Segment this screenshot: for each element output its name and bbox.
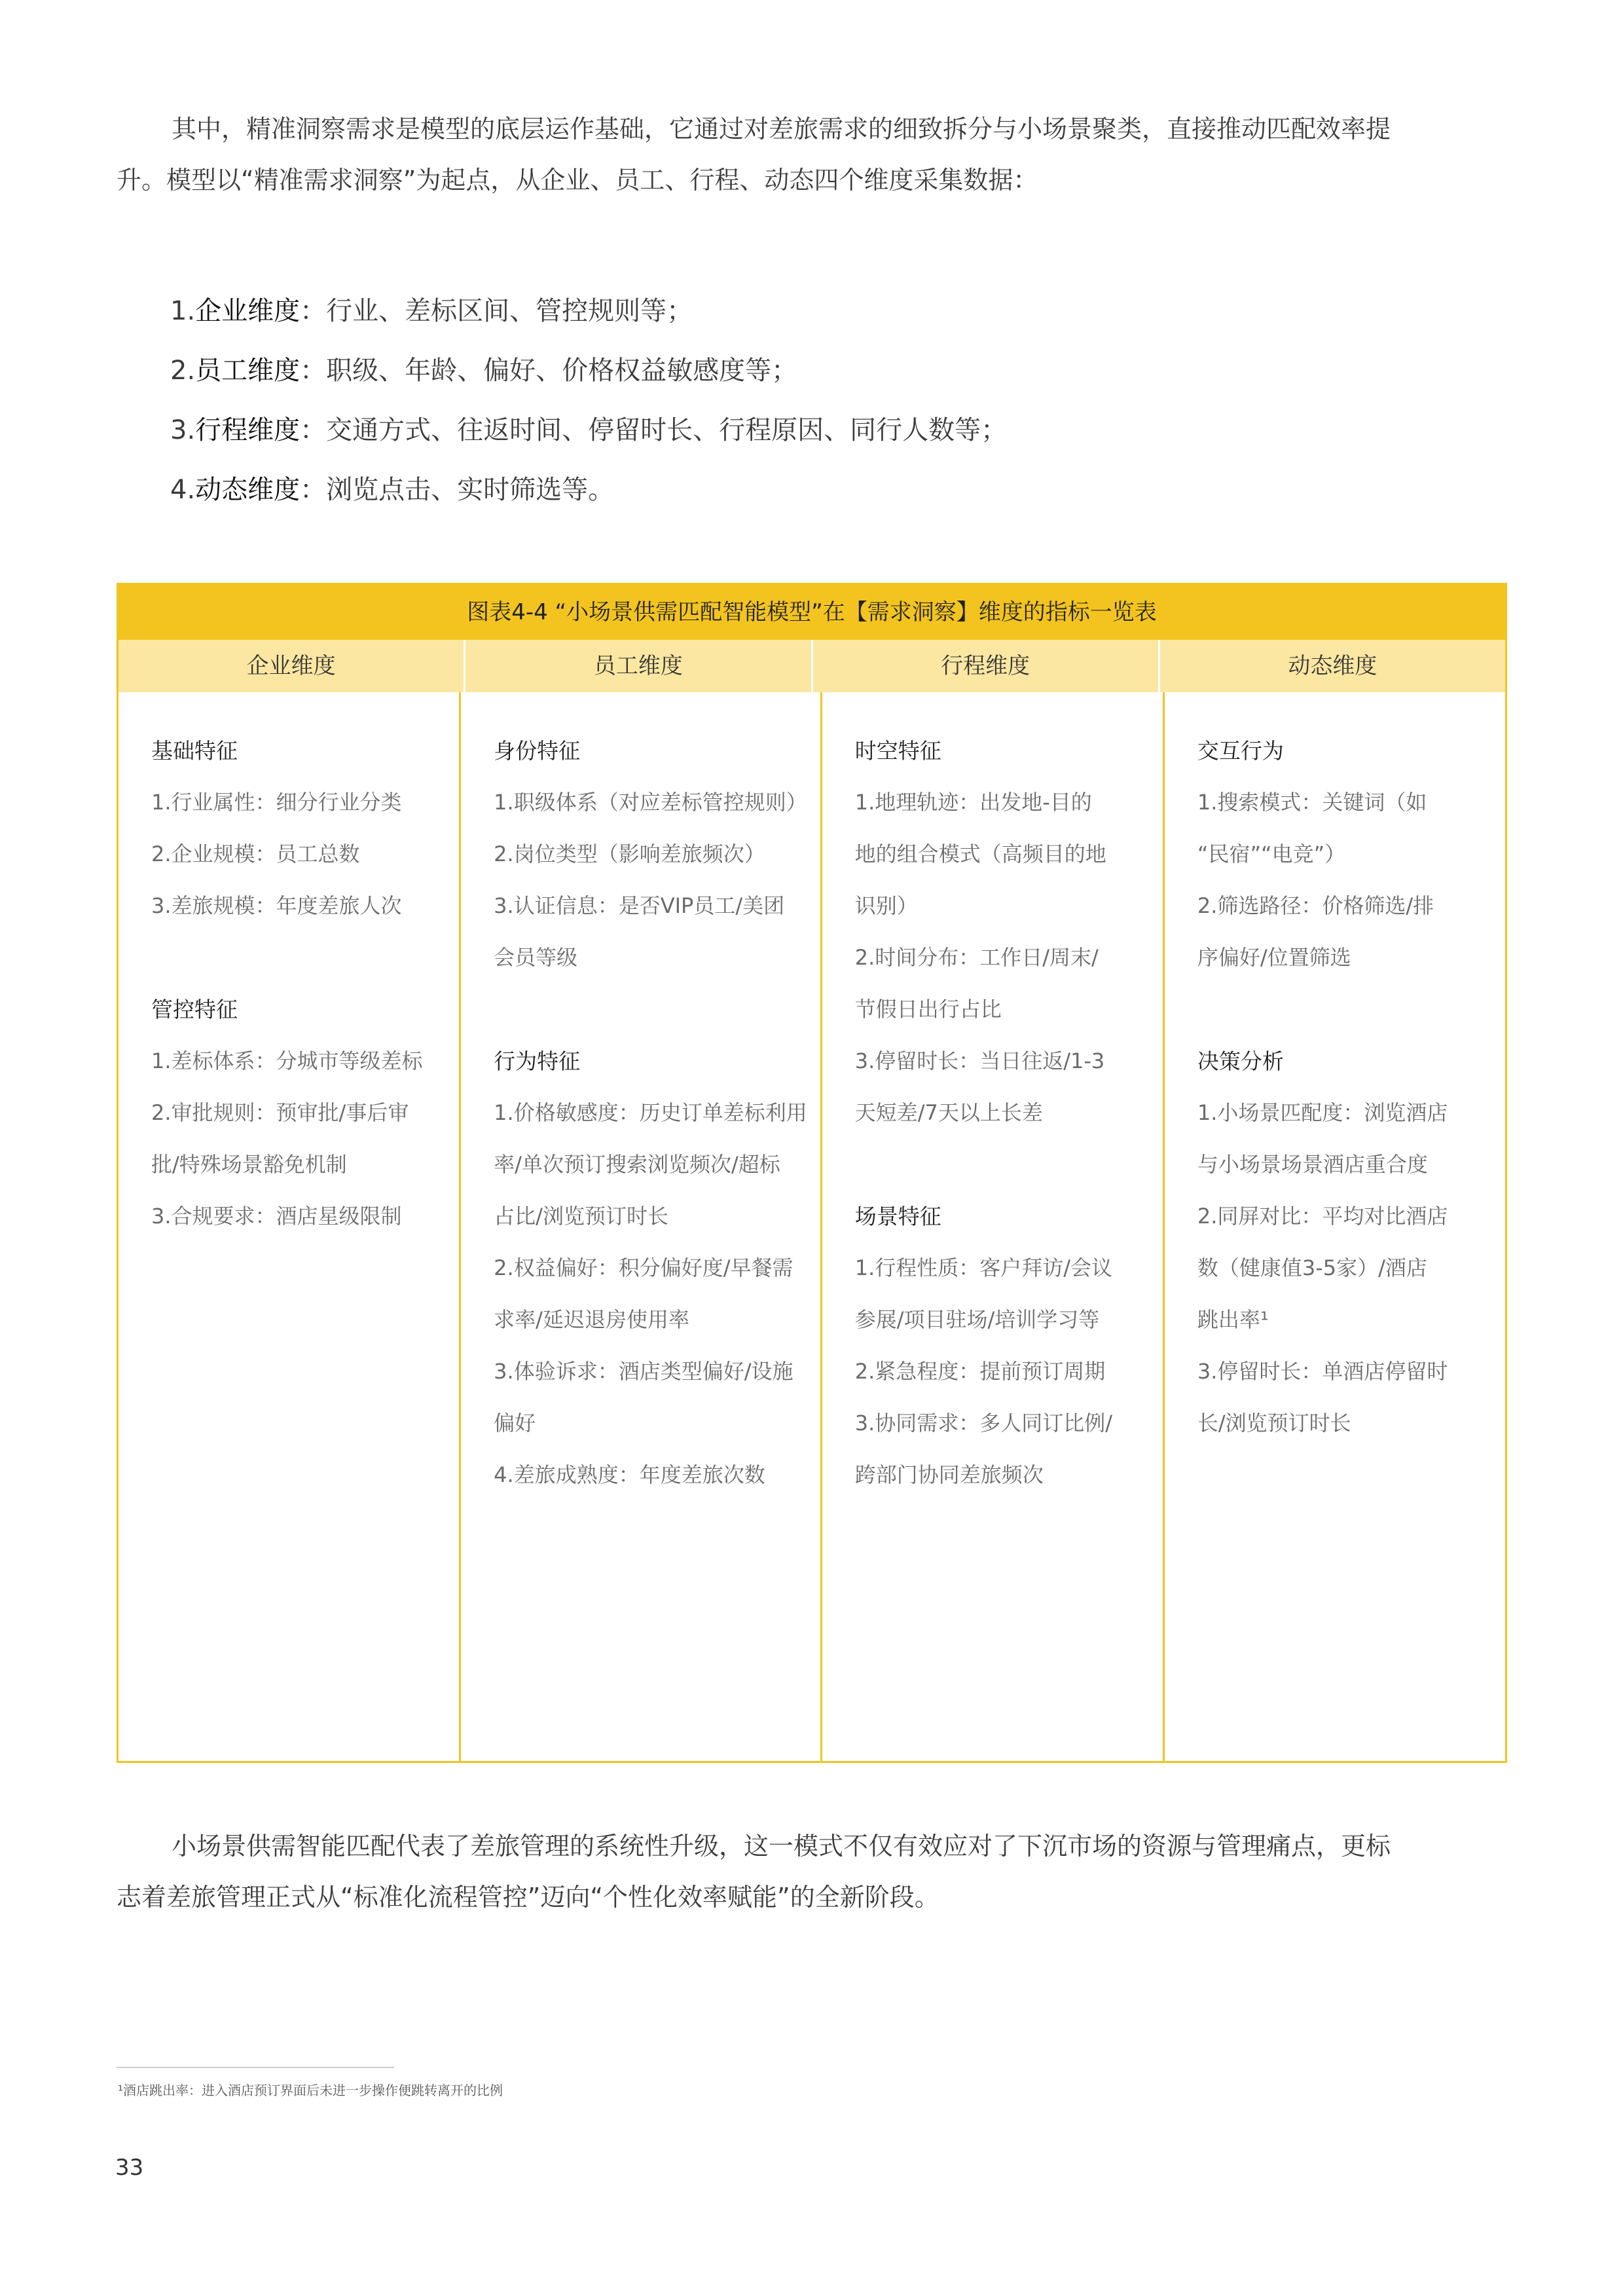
- table-body: [119, 692, 1505, 1761]
- column-header: 员工维度: [464, 640, 811, 692]
- indicator-item: 地的组合模式（高频目的地: [854, 842, 1106, 866]
- indicator-item: 与小场景场景酒店重合度: [1197, 1152, 1428, 1177]
- indicator-item: 1.差标体系：分城市等级差标: [151, 1048, 423, 1073]
- feature-group: [494, 725, 807, 984]
- conclusion-line-2: 志着差旅管理正式从“标准化流程管控”迈向“个性化效率赋能”的全新阶段。: [117, 1883, 939, 1912]
- table-column: [820, 692, 1163, 1761]
- group-title: 身份特征: [494, 738, 581, 764]
- indicator-item: 参展/项目驻场/培训学习等: [854, 1307, 1100, 1332]
- feature-group: [151, 725, 446, 932]
- table-column: [119, 692, 459, 1761]
- indicator-item: 1.地理轨迹：出发地-目的: [854, 790, 1092, 815]
- indicator-item: 2.时间分布：工作日/周末/: [854, 945, 1099, 970]
- feature-group: [494, 1035, 807, 1501]
- table-header-row: [119, 640, 1505, 692]
- footnote: ¹酒店跳出率：进入酒店预订界面后未进一步操作便跳转离开的比例: [118, 2083, 503, 2098]
- indicator-item: 1.职级体系（对应差标管控规则）: [494, 790, 807, 815]
- indicator-item: 序偏好/位置筛选: [1197, 945, 1351, 970]
- indicator-item: 1.搜索模式：关键词（如: [1197, 790, 1427, 815]
- group-title: 交互行为: [1197, 738, 1284, 764]
- dimension-item: 2.员工维度：职级、年龄、偏好、价格权益敏感度等；: [170, 356, 798, 386]
- feature-group: [1197, 725, 1492, 984]
- dimension-item: 1.企业维度：行业、差标区间、管控规则等；: [170, 296, 693, 326]
- column-header: 动态维度: [1158, 640, 1505, 692]
- indicator-item: 3.协同需求：多人同订比例/: [854, 1411, 1113, 1435]
- feature-group: [151, 984, 446, 1242]
- indicator-item: 2.岗位类型（影响差旅频次）: [494, 842, 765, 866]
- indicator-item: 识别）: [854, 893, 918, 918]
- intro-paragraph: [117, 103, 1510, 206]
- group-title: 场景特征: [854, 1204, 941, 1229]
- indicator-item: 数（健康值3-5家）/酒店: [1197, 1255, 1427, 1280]
- dimension-item: 4.动态维度：浏览点击、实时筛选等。: [170, 475, 615, 505]
- dimension-list: [170, 282, 1007, 520]
- indicator-item: 2.审批规则：预审批/事后审: [151, 1100, 409, 1125]
- intro-line-1: 其中，精准洞察需求是模型的底层运作基础，它通过对差旅需求的细致拆分与小场景聚类，直接推动匹配效率提: [172, 115, 1391, 143]
- indicator-item: 3.停留时长：当日往返/1-3: [854, 1048, 1105, 1073]
- indicator-item: 长/浏览预订时长: [1197, 1411, 1351, 1435]
- indicator-item: 1.小场景匹配度：浏览酒店: [1197, 1100, 1448, 1125]
- group-title: 基础特征: [151, 738, 238, 764]
- dimension-item: 3.行程维度：交通方式、往返时间、停留时长、行程原因、同行人数等；: [170, 415, 1008, 445]
- group-title: 时空特征: [854, 738, 941, 764]
- indicator-item: 跨部门协同差旅频次: [854, 1462, 1044, 1487]
- indicator-item: 求率/延迟退房使用率: [494, 1307, 689, 1332]
- footnote-divider: [117, 2067, 394, 2068]
- column-header: 企业维度: [246, 653, 336, 679]
- indicator-item: “民宿”“电竞”）: [1197, 842, 1346, 866]
- conclusion-line-1: 小场景供需智能匹配代表了差旅管理的系统性升级，这一模式不仅有效应对了下沉市场的资源与管理痛点，更标: [172, 1832, 1391, 1861]
- indicator-table: [117, 583, 1507, 1763]
- dimension-label: 企业维度: [195, 296, 301, 326]
- indicator-item: 4.差旅成熟度：年度差旅次数: [494, 1462, 765, 1487]
- indicator-item: 1.行业属性：细分行业分类: [151, 790, 402, 815]
- dimension-label: 行程维度: [195, 415, 301, 445]
- indicator-item: 2.企业规模：员工总数: [151, 842, 360, 866]
- feature-group: [855, 1191, 1150, 1501]
- indicator-item: 会员等级: [494, 945, 578, 970]
- dimension-label: 员工维度: [195, 356, 301, 386]
- feature-group: [855, 725, 1150, 1139]
- table-column: [459, 692, 820, 1761]
- page-number: 33: [115, 2155, 144, 2181]
- intro-line-2: 升。模型以“精准需求洞察”为起点，从企业、员工、行程、动态四个维度采集数据：: [117, 166, 1038, 194]
- indicator-item: 3.合规要求：酒店星级限制: [151, 1204, 402, 1229]
- indicator-item: 1.行程性质：客户拜访/会议: [854, 1255, 1113, 1280]
- indicator-item: 占比/浏览预订时长: [494, 1204, 668, 1229]
- indicator-item: 2.权益偏好：积分偏好度/早餐需: [494, 1255, 793, 1280]
- indicator-item: 3.停留时长：单酒店停留时: [1197, 1359, 1448, 1384]
- indicator-item: 2.紧急程度：提前预订周期: [854, 1359, 1106, 1384]
- indicator-item: 批/特殊场景豁免机制: [151, 1152, 347, 1177]
- column-header: 行程维度: [811, 640, 1158, 692]
- group-title: 管控特征: [151, 997, 238, 1022]
- conclusion-paragraph: [117, 1821, 1510, 1923]
- indicator-item: 2.筛选路径：价格筛选/排: [1197, 893, 1434, 918]
- feature-group: [1197, 1035, 1492, 1449]
- table-title: 图表4-4 “小场景供需匹配智能模型”在【需求洞察】维度的指标一览表: [119, 585, 1505, 640]
- group-title: 行为特征: [494, 1048, 581, 1074]
- dimension-label: 动态维度: [195, 475, 301, 505]
- indicator-item: 率/单次预订搜索浏览频次/超标: [494, 1152, 780, 1177]
- indicator-item: 2.同屏对比：平均对比酒店: [1197, 1204, 1448, 1229]
- indicator-item: 跳出率¹: [1197, 1307, 1269, 1332]
- indicator-item: 3.差旅规模：年度差旅人次: [151, 893, 402, 918]
- indicator-item: 节假日出行占比: [854, 997, 1002, 1022]
- indicator-item: 3.体验诉求：酒店类型偏好/设施: [494, 1359, 793, 1384]
- indicator-item: 偏好: [494, 1411, 536, 1435]
- table-column: [1163, 692, 1505, 1761]
- indicator-item: 3.认证信息：是否VIP员工/美团: [494, 893, 785, 918]
- indicator-item: 1.价格敏感度：历史订单差标利用: [494, 1100, 807, 1125]
- group-title: 决策分析: [1197, 1048, 1284, 1074]
- indicator-item: 天短差/7天以上长差: [854, 1100, 1043, 1125]
